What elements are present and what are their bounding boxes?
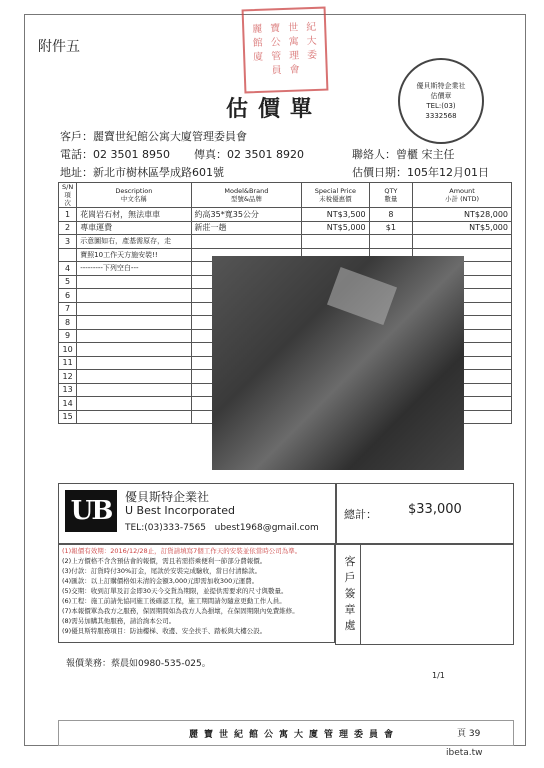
cell-qty: $1	[369, 221, 412, 235]
note-line: (7)本報價單為我方之服務，保固期間如為我方人為損壞，在保固期限內免費維修。	[62, 607, 299, 615]
table-header-cell	[369, 183, 412, 208]
cell-sn: 15	[59, 410, 77, 424]
seal-char: 會	[289, 64, 300, 76]
cell-sn: 13	[59, 383, 77, 397]
photo-highlight	[327, 267, 397, 325]
contact-value: 曾櫃 宋主任	[396, 148, 455, 161]
customer-label: 客戶：	[60, 130, 93, 143]
cell-sn: 7	[59, 302, 77, 316]
header-line: 小計 (NTD)	[445, 195, 480, 203]
phone-value: 02 3501 8950	[93, 148, 170, 161]
table-row	[59, 208, 512, 222]
signature-label-char: 客	[344, 555, 356, 568]
date-value: 105年12月01日	[407, 166, 489, 179]
round-stamp-line3: TEL:(03)	[426, 102, 456, 110]
seal-char: 寶	[270, 23, 281, 35]
footer-page-number: 頁 39	[457, 729, 481, 739]
cell-price: NT$5,000	[302, 221, 369, 235]
cell-amount: NT$5,000	[413, 221, 512, 235]
cell-desc	[77, 316, 191, 330]
seal-char: 大	[306, 35, 317, 48]
cell-desc	[77, 329, 191, 343]
cell-model: 約高35*寬35公分	[191, 208, 302, 222]
cell-amount	[413, 235, 512, 249]
address-label: 地址：	[60, 166, 93, 179]
header-line: 型號&品牌	[230, 195, 262, 203]
cell-desc: ---------下列空白---	[77, 262, 191, 276]
round-stamp-line1: 優貝斯特企業社	[416, 82, 466, 90]
cell-sn: 11	[59, 356, 77, 370]
cell-sn: 1	[59, 208, 77, 222]
note-line: (1)報價有效期：2016/12/28止，訂貨請填寫7個工作天的安裝並依當時公司為準。	[62, 547, 302, 555]
seal-char: 麗	[252, 23, 263, 36]
seal-char: 公	[270, 37, 281, 49]
header-line: 中文名稱	[120, 195, 147, 203]
total-label: 總計：	[344, 508, 377, 521]
customer-name: 麗寶世紀館公寓大廈管理委員會	[93, 130, 247, 143]
header-line: Special Price	[314, 187, 357, 195]
header-line: 未稅優惠價	[319, 195, 352, 203]
red-seal-stamp	[242, 7, 329, 94]
cell-sn: 12	[59, 370, 77, 384]
cell-price	[302, 235, 369, 249]
cell-desc	[77, 343, 191, 357]
cell-sn: 10	[59, 343, 77, 357]
phone-row	[60, 146, 170, 162]
customer-row	[60, 128, 247, 144]
fax-label: 傳真：	[194, 148, 227, 161]
cell-sn: 14	[59, 397, 77, 411]
cell-amount: NT$28,000	[413, 208, 512, 222]
contact-label: 聯絡人：	[352, 148, 396, 161]
fax-value: 02 3501 8920	[227, 148, 304, 161]
cell-desc	[77, 275, 191, 289]
cell-sn: 2	[59, 221, 77, 235]
terms-notes	[58, 543, 335, 643]
seal-char: 委	[307, 49, 318, 62]
header-line: QTY	[384, 187, 398, 195]
cell-desc	[77, 410, 191, 424]
note-line: (8)需另加購其他服務，請洽詢本公司。	[62, 617, 176, 625]
seal-char: 世	[288, 22, 299, 34]
sales-contact: 報價業務：蔡晨如0980-535-025。	[66, 659, 211, 669]
site-watermark: ibeta.tw	[446, 748, 483, 758]
note-line: (5)交期：收到訂單及訂金即30天今交貨為期限，並提供需要求的尺寸與數量。	[62, 587, 288, 595]
cell-sn	[59, 248, 77, 262]
note-line: (6)工程：施工前請先協同施工後確認工程，施工期間請勿隨意更動工作人員。	[62, 597, 286, 605]
note-line: (4)匯款：以上訂購價格如未清的金額3,000元即需加收300元運費。	[62, 577, 259, 585]
cell-desc	[77, 356, 191, 370]
header-line: 數量	[384, 195, 398, 203]
table-header-row	[59, 183, 512, 208]
footer-title: 麗寶世紀館公寓大廈管理委員會	[189, 730, 400, 740]
table-header-cell	[77, 183, 191, 208]
header-line: Description	[115, 187, 153, 195]
table-row	[59, 235, 512, 249]
cell-sn: 3	[59, 235, 77, 249]
table-header-cell	[191, 183, 302, 208]
footer-bar	[58, 720, 514, 746]
cell-desc	[77, 383, 191, 397]
seal-char: 理	[289, 50, 300, 62]
cell-qty: 8	[369, 208, 412, 222]
header-line: 項次	[64, 191, 71, 207]
seal-char: 員	[271, 65, 282, 77]
cell-price: NT$3,500	[302, 208, 369, 222]
company-name-zh: 優貝斯特企業社	[125, 490, 210, 504]
product-photo	[212, 256, 464, 470]
attachment-label: 附件五	[38, 39, 80, 55]
company-box	[58, 483, 337, 545]
note-line: (9)優貝斯特服務項目：防油樓梯、收邊、安全扶手、踏板與大樓公設。	[62, 627, 267, 635]
header-line: S/N	[62, 183, 74, 191]
cell-desc: 寶照10工作天方施安裝!!	[77, 248, 191, 262]
date-label: 估價日期：	[352, 166, 407, 179]
table-row	[59, 221, 512, 235]
company-name-en: U Best Incorporated	[125, 504, 235, 517]
cell-desc: 專車運費	[77, 221, 191, 235]
seal-char: 紀	[306, 21, 317, 34]
cell-desc	[77, 302, 191, 316]
cell-model	[191, 235, 302, 249]
header-line: Amount	[449, 187, 475, 195]
seal-char: 寓	[288, 36, 299, 48]
company-tel: TEL:(03)333-7565	[125, 523, 207, 533]
table-header-cell	[302, 183, 369, 208]
seal-char: 廈	[253, 51, 264, 64]
note-line: (2)上方價格不含含預估會的報價，需且若需搭乘便利一節部分費報價。	[62, 557, 267, 565]
phone-label: 電話：	[60, 148, 93, 161]
fax-row	[194, 146, 304, 162]
cell-desc: 示意圖如右，產基需原存，走	[77, 235, 191, 249]
cell-sn: 8	[59, 316, 77, 330]
header-line: Model&Brand	[224, 187, 269, 195]
company-logo: UB	[65, 490, 117, 532]
signature-label-char: 簽	[344, 587, 356, 600]
cell-desc: 花崗岩石材，無法車車	[77, 208, 191, 222]
address-value: 新北市樹林區學成路601號	[93, 166, 224, 179]
seal-char: 管	[271, 51, 282, 63]
document-title: 估價單	[226, 96, 323, 122]
seal-char: 館	[252, 37, 263, 50]
cell-sn: 5	[59, 275, 77, 289]
cell-model: 新莊一趟	[191, 221, 302, 235]
signature-label-char: 章	[344, 603, 356, 616]
company-email: ubest1968@gmail.com	[214, 523, 319, 533]
cell-sn: 6	[59, 289, 77, 303]
signature-label	[340, 544, 361, 644]
cell-desc	[77, 370, 191, 384]
customer-signature-box	[335, 543, 514, 645]
round-stamp-line2: 估價章	[430, 92, 452, 100]
table-header-cell	[413, 183, 512, 208]
signature-label-char: 處	[344, 619, 356, 632]
page-ratio: 1/1	[432, 671, 445, 680]
total-value: $33,000	[408, 502, 462, 517]
cell-desc	[77, 397, 191, 411]
company-contact	[125, 523, 319, 533]
total-box	[335, 483, 514, 545]
cell-sn: 4	[59, 262, 77, 276]
cell-sn: 9	[59, 329, 77, 343]
note-line: (3)付款：訂貨時付30%訂金，尾款於安裝完成驗收，當日付清餘款。	[62, 567, 262, 575]
date-row	[352, 164, 489, 180]
table-header-cell	[59, 183, 77, 208]
contact-row	[352, 146, 455, 162]
round-stamp-line4: 3332568	[425, 112, 457, 120]
address-row	[60, 164, 224, 180]
signature-label-char: 戶	[344, 571, 356, 584]
company-round-stamp	[398, 58, 484, 144]
cell-qty	[369, 235, 412, 249]
cell-desc	[77, 289, 191, 303]
